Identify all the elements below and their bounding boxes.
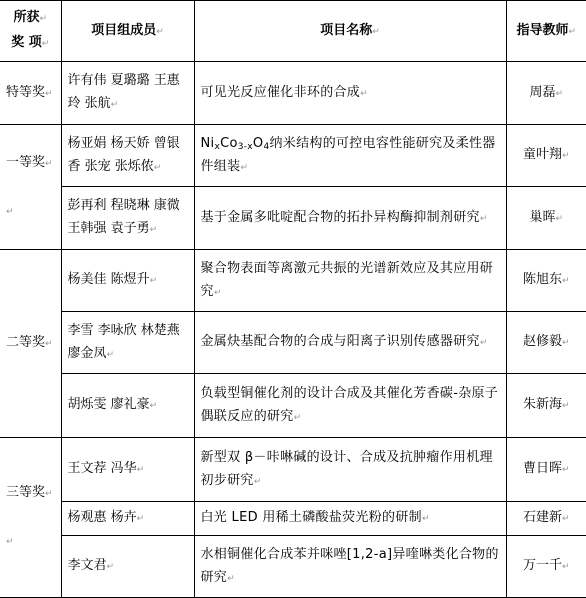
members-cell: 许有伟 夏璐璐 王惠玲 张航↵ xyxy=(61,62,194,125)
header-members: 项目组成员↵ xyxy=(61,1,194,62)
advisor-cell: 石建新↵ xyxy=(506,502,586,536)
table-row xyxy=(0,312,586,374)
members-cell: 王文荐 冯华↵ xyxy=(61,438,194,502)
members-cell: 李文君↵ xyxy=(61,536,194,598)
header-row xyxy=(0,1,586,62)
award-cell: 三等奖↵ ↵ xyxy=(0,438,61,598)
header-advisor: 指导教师↵ xyxy=(506,1,586,62)
members-cell: 杨美佳 陈煜升↵ xyxy=(61,250,194,312)
project-cell: 新型双 β－咔啉碱的设计、合成及抗肿瘤作用机理初步研究↵ xyxy=(194,438,506,502)
project-cell: 可见光反应催化非环的合成↵ xyxy=(194,62,506,125)
award-cell: 特等奖↵ xyxy=(0,62,61,125)
table-row xyxy=(0,250,586,312)
advisor-cell: 朱新海↵ xyxy=(506,374,586,438)
project-cell: 负载型铜催化剂的设计合成及其催化芳香碳-杂原子偶联反应的研究↵ xyxy=(194,374,506,438)
table-row xyxy=(0,536,586,598)
advisor-cell: 童叶翔↵ xyxy=(506,125,586,187)
table-row xyxy=(0,502,586,536)
award-cell: 二等奖↵ xyxy=(0,250,61,438)
table-row xyxy=(0,187,586,250)
table-row xyxy=(0,62,586,125)
table-row xyxy=(0,438,586,502)
advisor-cell: 周磊↵ xyxy=(506,62,586,125)
header-project: 项目名称↵ xyxy=(194,1,506,62)
project-cell: 基于金属多吡啶配合物的拓扑异构酶抑制剂研究↵ xyxy=(194,187,506,250)
table-row xyxy=(0,125,586,187)
award-cell: 一等奖↵ ↵ xyxy=(0,125,61,250)
header-award: 所获↵ 奖 项↵ xyxy=(0,1,61,62)
advisor-cell: 陈旭东↵ xyxy=(506,250,586,312)
advisor-cell: 巢晖↵ xyxy=(506,187,586,250)
members-cell: 彭再利 程晓琳 康微 王韩强 袁子勇↵ xyxy=(61,187,194,250)
members-cell: 杨观惠 杨卉↵ xyxy=(61,502,194,536)
members-cell: 李雪 李咏欣 林楚燕 廖金凤↵ xyxy=(61,312,194,374)
advisor-cell: 曹日晖↵ xyxy=(506,438,586,502)
project-cell: 金属炔基配合物的合成与阳离子识别传感器研究↵ xyxy=(194,312,506,374)
project-cell: 水相铜催化合成苯并咪唑[1,2-a]异喹啉类化合物的研究↵ xyxy=(194,536,506,598)
members-cell: 胡烁雯 廖礼豪↵ xyxy=(61,374,194,438)
project-cell: $Ni_xCo_{3-x}O_4$纳米结构的可控电容性能研究及柔性器件组装↵ xyxy=(194,125,506,187)
members-cell: 杨亚娟 杨天娇 曾银香 张宠 张烁侬↵ xyxy=(61,125,194,187)
project-cell: 白光 LED 用稀土磷酸盐荧光粉的研制↵ xyxy=(194,502,506,536)
project-cell: 聚合物表面等离激元共振的光谱新效应及其应用研究↵ xyxy=(194,250,506,312)
advisor-cell: 万一千↵ xyxy=(506,536,586,598)
advisor-cell: 赵修毅↵ xyxy=(506,312,586,374)
table-row xyxy=(0,374,586,438)
